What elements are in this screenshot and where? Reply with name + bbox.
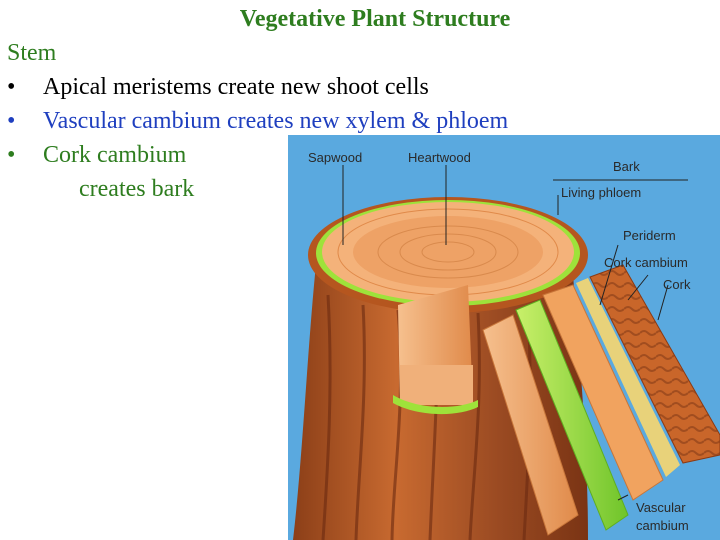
- top-heartwood: [353, 216, 543, 288]
- label-cork-cambium: Cork cambium: [604, 255, 688, 270]
- bullet-cork-cambium: [7, 142, 186, 169]
- stem-heading: Stem: [7, 40, 57, 66]
- label-periderm: Periderm: [623, 228, 676, 243]
- label-living-phloem: Living phloem: [561, 185, 642, 200]
- bullet-apical-meristems: [7, 74, 429, 101]
- bullet-text: Vascular cambium creates new xylem & phloem: [43, 108, 509, 134]
- slide-title: Vegetative Plant Structure: [239, 6, 511, 32]
- bullet-marker: •: [7, 142, 16, 168]
- label-heartwood: Heartwood: [408, 150, 471, 165]
- bullet-vascular-cambium: [7, 108, 508, 135]
- label-vascular-cambium-line2: cambium: [636, 518, 689, 533]
- bullet-marker: •: [7, 74, 16, 100]
- stem-cross-section-diagram: [288, 135, 720, 540]
- bullet-text: Cork cambium: [43, 142, 187, 168]
- bullet-cork-cambium-continuation: creates bark: [79, 176, 195, 202]
- label-sapwood: Sapwood: [308, 150, 363, 165]
- label-vascular-cambium-line1: Vascular: [636, 500, 686, 515]
- bullet-marker: •: [7, 108, 16, 134]
- cutaway-side: [400, 365, 473, 405]
- bullet-text: Apical meristems create new shoot cells: [43, 74, 429, 100]
- label-bark: Bark: [613, 159, 640, 174]
- label-cork: Cork: [663, 277, 691, 292]
